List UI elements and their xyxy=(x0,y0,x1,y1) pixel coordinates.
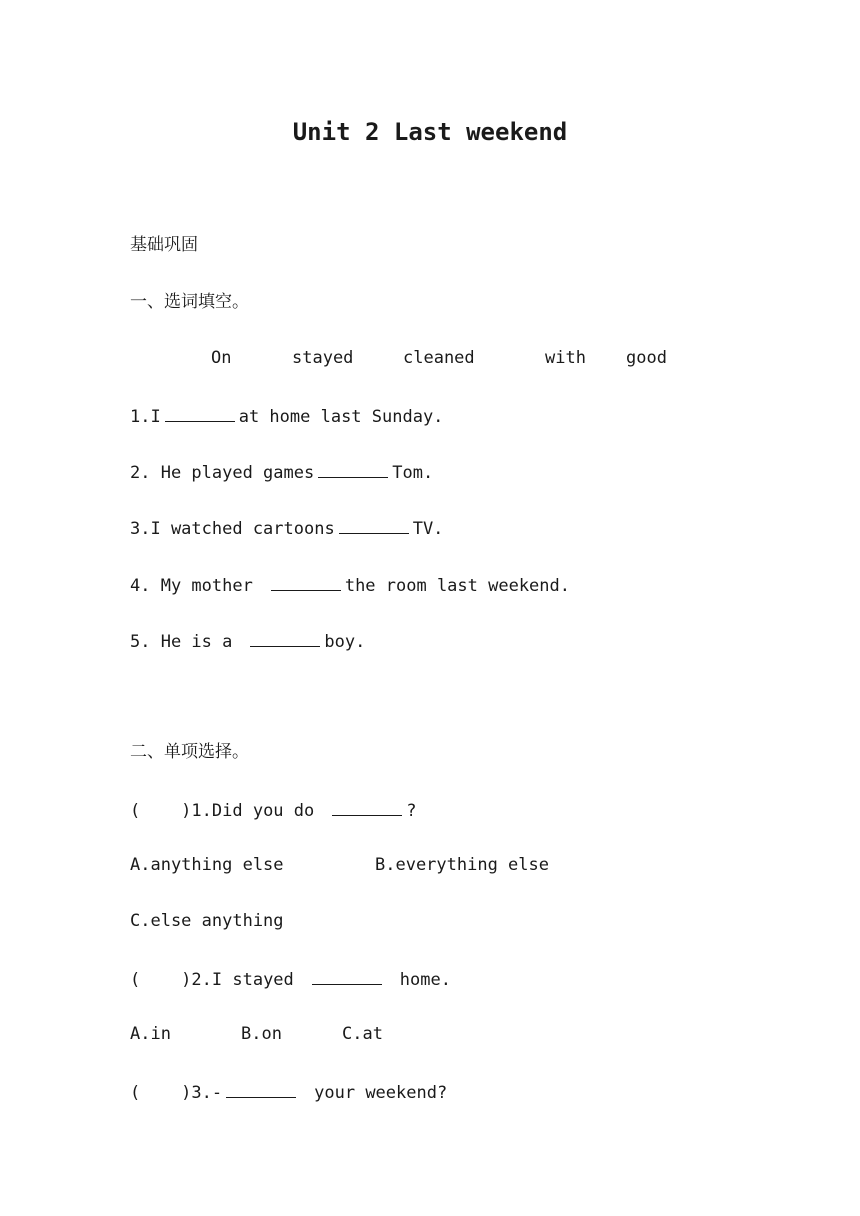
answer-blank[interactable] xyxy=(165,403,235,422)
word-bank-item: stayed xyxy=(292,348,354,368)
fill-item-text: 1.I xyxy=(130,407,161,427)
answer-blank[interactable] xyxy=(318,459,388,478)
choice-option-c: C.else anything xyxy=(130,911,284,931)
answer-blank[interactable] xyxy=(312,966,382,985)
word-bank-item: with xyxy=(545,348,586,368)
option-a: A.in xyxy=(130,1024,171,1044)
question-text: ? xyxy=(406,801,417,821)
fill-item-4 xyxy=(130,572,570,598)
answer-paren[interactable]: ( ) xyxy=(130,1083,192,1103)
answer-paren[interactable]: ( ) xyxy=(130,970,192,990)
fill-item-text: the room last weekend. xyxy=(344,576,570,596)
fill-item-5 xyxy=(130,628,365,654)
fill-item-text: 3.I watched cartoons xyxy=(130,519,335,539)
choice-options-2 xyxy=(130,1022,383,1046)
fill-item-text: TV. xyxy=(412,519,444,539)
choice-options-1 xyxy=(130,853,549,877)
choice-question-2 xyxy=(130,966,451,992)
fill-item-2 xyxy=(130,459,433,485)
page-title: Unit 2 Last weekend xyxy=(292,118,568,146)
option-b: B.on xyxy=(241,1024,282,1044)
option-b: B.everything else xyxy=(375,855,549,875)
section-heading-basic: 基础巩固 xyxy=(130,235,198,255)
answer-blank[interactable] xyxy=(332,797,402,816)
fill-item-1 xyxy=(130,403,443,429)
word-bank-item: On xyxy=(211,348,232,368)
choice-question-3 xyxy=(130,1079,447,1105)
choice-question-1 xyxy=(130,797,417,823)
part2-heading: 二、单项选择。 xyxy=(130,742,249,762)
fill-item-text: at home last Sunday. xyxy=(238,407,444,427)
fill-item-3 xyxy=(130,515,443,541)
option-c: C.at xyxy=(342,1024,383,1044)
question-text: 1.Did you do xyxy=(191,801,315,821)
question-text: your weekend? xyxy=(314,1083,448,1103)
fill-item-text: boy. xyxy=(324,632,366,652)
question-text: 2.I stayed xyxy=(191,970,294,990)
word-bank-item: good xyxy=(626,348,667,368)
fill-item-text: 2. He played games xyxy=(130,463,315,483)
fill-item-text: Tom. xyxy=(392,463,434,483)
fill-item-text: 4. My mother xyxy=(130,576,253,596)
answer-blank[interactable] xyxy=(226,1079,296,1098)
answer-blank[interactable] xyxy=(339,515,409,534)
option-a: A.anything else xyxy=(130,855,284,875)
answer-blank[interactable] xyxy=(271,572,341,591)
answer-paren[interactable]: ( ) xyxy=(130,801,192,821)
answer-blank[interactable] xyxy=(250,628,320,647)
question-text: 3.- xyxy=(191,1083,223,1103)
word-bank-item: cleaned xyxy=(403,348,475,368)
fill-item-text: 5. He is a xyxy=(130,632,233,652)
part1-heading: 一、选词填空。 xyxy=(130,292,249,312)
question-text: home. xyxy=(399,970,451,990)
